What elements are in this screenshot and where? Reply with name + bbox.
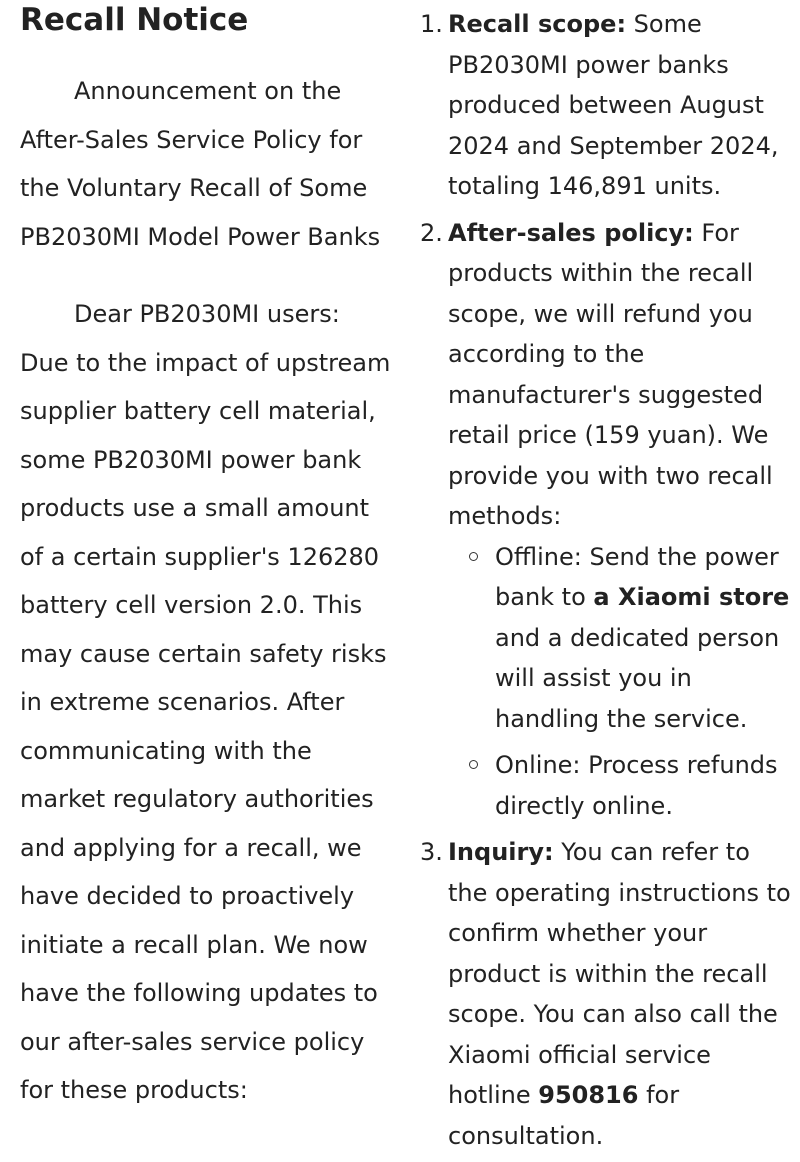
page-title: Recall Notice — [20, 2, 249, 38]
recall-methods-list — [448, 537, 796, 827]
method-online — [448, 745, 796, 826]
announcement-heading: Announcement on the After-Sales Service Policy for the Voluntary Recall of Some PB2030MI Model Power Banks — [20, 77, 381, 251]
item-text: You can refer to the operating instructions to confirm whether your product is within the recall scope. You can also call the Xiaomi official service hotline — [448, 838, 791, 1109]
item-label: Inquiry: — [448, 838, 554, 866]
hotline-number: 950816 — [538, 1081, 639, 1109]
list-item-inquiry — [420, 832, 796, 1156]
policy-list — [420, 4, 796, 1156]
item-text: For products within the recall scope, we will refund you according to the manufacturer's suggested retail price (159 yuan). We provide you with two recall methods: — [448, 218, 773, 530]
method-text: Online: Process refunds directly online. — [495, 751, 778, 820]
method-text: Offline: Send the power bank to — [495, 542, 779, 611]
list-item-after-sales-policy — [420, 213, 796, 827]
circle-bullet-icon — [469, 552, 478, 561]
method-text: and a dedicated person will assist you in handling the service. — [495, 623, 780, 733]
letter-body: Dear PB2030MI users: Due to the impact of upstream supplier battery cell material, some PB2030MI power bank products use a small amount of a certain supplier's 126280 battery cell version 2.0. This may cause certain safety risks in extreme scenarios. After communicating with the market regulatory authorities and applying for a recall, we have decided to proactively initiate a recall plan. We now have the following updates to our after-sales service policy for these products: — [20, 300, 391, 1104]
item-label: After-sales policy: — [448, 218, 694, 247]
list-number: 2. — [420, 218, 443, 247]
item-text: for consultation. — [448, 1081, 680, 1150]
left-column — [20, 0, 392, 1115]
item-label: Recall scope: — [448, 10, 627, 38]
list-item-recall-scope — [420, 4, 796, 207]
list-number: 1. — [420, 10, 443, 38]
method-offline — [448, 537, 796, 740]
circle-bullet-icon — [469, 760, 478, 769]
store-emphasis: a Xiaomi store — [593, 583, 790, 611]
item-text: Some PB2030MI power banks produced between August 2024 and September 2024, totaling 146,891 units. — [448, 10, 779, 200]
right-column — [420, 4, 796, 1162]
list-number: 3. — [420, 838, 443, 866]
